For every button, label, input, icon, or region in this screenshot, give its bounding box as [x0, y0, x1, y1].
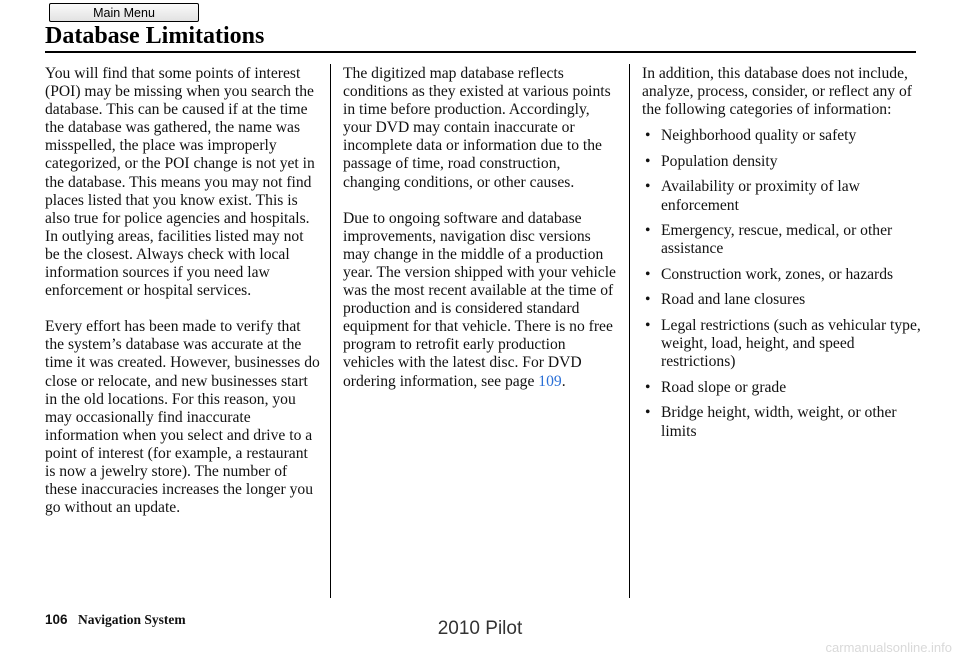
title-rule: [45, 51, 916, 53]
paragraph-categories-intro: In addition, this database does not include, analyze, process, consider, or reflect any of the following categories of information:: [642, 65, 912, 119]
page-number: 106: [45, 612, 68, 627]
list-item: • Road slope or grade: [642, 379, 922, 397]
main-menu-button[interactable]: Main Menu: [49, 3, 199, 22]
column-2: [343, 65, 618, 409]
page-title: Database Limitations: [45, 23, 265, 49]
paragraph-poi-missing: You will find that some points of interest (POI) may be missing when you search the database. This can be caused if at the time the database was gathered, the name was misspelled, the place was improperly categorized, or the POI change is not yet in the database. This means you may not find places listed that you know exist. This is also true for police agencies and hospitals. In outlying areas, facilities listed may not be the closest. Always check with local information sources if you need law enforcement or hospital services.: [45, 65, 315, 300]
column-divider: [629, 64, 630, 598]
paragraph-digitized-map: The digitized map database reflects conditions as they existed at various points in time before production. Accordingly, your DVD may contain inaccurate or incomplete data or information due to the passage of time, road construction, changing conditions, or other causes.: [343, 65, 611, 191]
list-item: • Bridge height, width, weight, or other limits: [642, 404, 922, 440]
page-109-link[interactable]: 109: [538, 372, 562, 390]
site-watermark: carmanualsonline.info: [825, 640, 952, 655]
footer-section-name: Navigation System: [78, 612, 186, 627]
disc-versions-text: Due to ongoing software and database improvements, navigation disc versions may change in the middle of a production year. The version shipped with your vehicle was the most recent available at the time of production and is considered standard equipment for that vehicle. There is no free program to retrofit early production vehicles with the latest disc. For DVD ordering information, see page: [343, 209, 616, 390]
disc-versions-end: .: [561, 372, 566, 390]
column-divider: [330, 64, 331, 598]
paragraph-accuracy: Every effort has been made to verify that the system’s database was accurate at the time it was created. However, businesses do close or relocate, and new businesses start in the old locations. For this reason, you may occasionally find inaccurate information when you select and drive to a point of interest (for example, a restaurant is now a jewelry store). The number of these inaccuracies increases the longer you go without an update.: [45, 318, 320, 517]
column-3: [642, 65, 922, 448]
list-item: • Population density: [642, 153, 922, 171]
list-item: • Construction work, zones, or hazards: [642, 266, 922, 284]
list-item: • Availability or proximity of law enforcement: [642, 178, 922, 214]
model-watermark: 2010 Pilot: [437, 618, 523, 639]
list-item: • Emergency, rescue, medical, or other assistance: [642, 222, 922, 258]
list-item: • Road and lane closures: [642, 291, 922, 309]
paragraph-disc-versions: [343, 210, 618, 391]
list-item: • Legal restrictions (such as vehicular type, weight, load, height, and speed restrictions): [642, 317, 922, 371]
excluded-categories-list: [642, 127, 922, 440]
list-item: • Neighborhood quality or safety: [642, 127, 922, 145]
column-1: [45, 65, 320, 535]
